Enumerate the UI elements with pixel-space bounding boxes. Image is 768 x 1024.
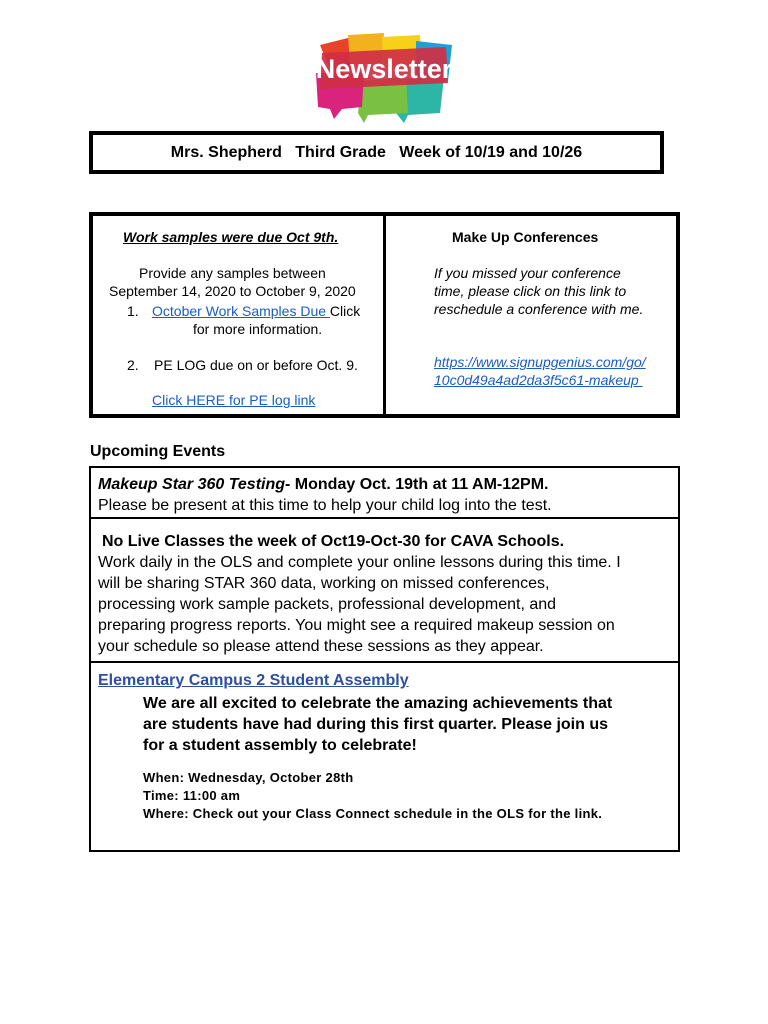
assembly-when: When: Wednesday, October 28th (143, 770, 354, 785)
assembly-line1: We are all excited to celebrate the amazing achievements that (143, 695, 613, 712)
event2-line2: will be sharing STAR 360 data, working on missed conferences, (98, 575, 550, 592)
event-student-assembly (91, 665, 678, 850)
conferences-line3: reschedule a conference with me. (434, 301, 644, 317)
assembly-line2: are students have had during this first quarter. Please join us (143, 716, 609, 733)
event-star-testing (91, 468, 678, 519)
event1-title-rest: - Monday Oct. 19th at 11 AM-12PM. (285, 476, 549, 493)
pe-log-link[interactable]: Click HERE for PE log link (152, 392, 316, 408)
conferences-title: Make Up Conferences (452, 229, 599, 245)
event1-title (98, 474, 549, 495)
event-no-live-classes (91, 521, 678, 663)
item1-click-text: Click (329, 303, 361, 319)
assembly-time: Time: 11:00 am (143, 788, 241, 803)
assembly-title[interactable]: Elementary Campus 2 Student Assembly (98, 672, 409, 689)
info-box (89, 212, 680, 418)
assembly-line3: for a student assembly to celebrate! (143, 737, 417, 754)
item2-number: 2. (127, 357, 139, 373)
event1-body: Please be present at this time to help your child log into the test. (98, 497, 552, 514)
pe-log-text: PE LOG due on or before Oct. 9. (154, 357, 358, 373)
event2-line5: your schedule so please attend these sessions as they appear. (98, 638, 544, 655)
events-table (89, 466, 680, 852)
signup-link-line2[interactable]: 10c0d49a4ad2da3f5c61-makeup (434, 372, 643, 388)
event2-title: No Live Classes the week of Oct19-Oct-30 for CAVA Schools. (102, 533, 565, 550)
signup-link-line1[interactable]: https://www.signupgenius.com/go/ (434, 354, 646, 370)
conferences-section (386, 216, 676, 414)
october-work-samples-link[interactable]: October Work Samples Due (152, 303, 330, 319)
event2-line3: processing work sample packets, professional development, and (98, 596, 557, 613)
newsletter-title: Mrs. Shepherd Third Grade Week of 10/19 and 10/26 (89, 131, 664, 174)
event2-line4: preparing progress reports. You might see a required makeup session on (98, 617, 615, 634)
newsletter-logo (312, 33, 456, 123)
svg-text:Newsletter: Newsletter (315, 54, 453, 84)
event2-line1: Work daily in the OLS and complete your online lessons during this time. I (98, 554, 621, 571)
samples-para-line1: Provide any samples between (139, 265, 326, 281)
work-samples-title: Work samples were due Oct 9th. (123, 229, 339, 245)
event1-title-italic: Makeup Star 360 Testing (98, 476, 286, 493)
upcoming-events-heading: Upcoming Events (90, 443, 226, 460)
conferences-line2: time, please click on this link to (434, 283, 627, 299)
work-samples-section (93, 216, 386, 414)
assembly-where: Where: Check out your Class Connect schedule in the OLS for the link. (143, 806, 603, 821)
item1-number: 1. (127, 303, 139, 319)
item1-line2: for more information. (193, 321, 323, 337)
samples-para-line2: September 14, 2020 to October 9, 2020 (109, 283, 356, 299)
item1-line1 (152, 302, 360, 320)
conferences-line1: If you missed your conference (434, 265, 621, 281)
